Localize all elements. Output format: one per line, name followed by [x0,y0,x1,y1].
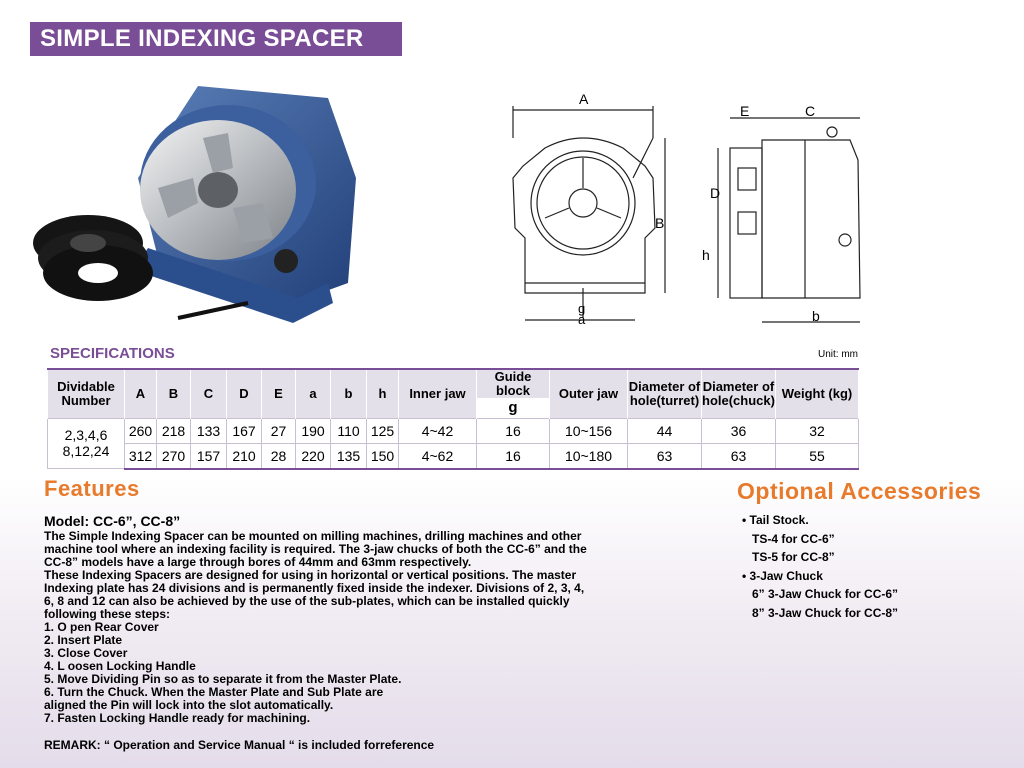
features-line: CC-8” models have a large through bores of 44mm and 63mm respectively. [44,555,472,569]
specifications-heading: SPECIFICATIONS [50,345,175,362]
accessories-list [742,511,898,623]
dim-label-a: a [578,312,586,327]
cell-inner-jaw: 4~42 [399,418,477,443]
cell-A: 260 [125,418,157,443]
table-row [48,418,859,443]
cell-h: 125 [367,418,399,443]
unit-label: Unit: mm [818,349,858,360]
header-A: A [125,369,157,418]
features-line: These Indexing Spacers are designed for using in horizontal or vertical positions. The master [44,568,577,582]
cell-dia-turret: 63 [628,443,702,469]
features-line: 6, 8 and 12 can also be achieved by the use of the sub-plates, which can be installed quickly [44,594,570,608]
cell-D: 210 [227,443,262,469]
product-photo [28,78,358,340]
cell-C: 133 [191,418,227,443]
accessory-subitem: TS-5 for CC-8” [752,550,835,565]
dim-label-C: C [805,103,816,119]
side-view-drawing [700,100,870,330]
cell-E: 28 [262,443,296,469]
dividable-line: 2,3,4,6 [64,427,108,444]
dim-label-A: A [579,91,589,107]
dividable-cell [48,418,125,469]
cell-h: 150 [367,443,399,469]
features-step: aligned the Pin will lock into the slot automatically. [44,698,334,712]
accessory-subitem: 6” 3-Jaw Chuck for CC-6” [752,587,899,602]
header-weight: Weight (kg) [775,369,858,418]
features-line: machine tool where an indexing facility is required. The 3-jaw chucks of both the CC-6” and the [44,542,587,556]
accessory-item: • Tail Stock. [742,513,809,527]
accessory-subitem: TS-4 for CC-6” [752,531,835,546]
cell-dia-chuck: 36 [702,418,776,443]
features-step: 5. Move Dividing Pin so as to separate it from the Master Plate. [44,672,402,686]
header-C: C [191,369,227,418]
dim-label-B: B [655,215,665,231]
features-line: following these steps: [44,607,171,621]
cell-weight: 55 [775,443,858,469]
cell-g: 16 [477,443,550,469]
header-b: b [331,369,367,418]
dim-label-E: E [740,103,750,119]
cell-g: 16 [477,418,550,443]
header-dia-chuck: Diameter of hole(chuck) [702,369,776,418]
features-step: 7. Fasten Locking Handle ready for machining. [44,711,311,725]
cell-C: 157 [191,443,227,469]
accessory-subitem: 8” 3-Jaw Chuck for CC-8” [752,605,899,620]
page-title: SIMPLE INDEXING SPACER [30,22,402,56]
header-dia-turret: Diameter of hole(turret) [628,369,702,418]
dim-label-g: g [578,301,586,316]
header-outer-jaw: Outer jaw [550,369,628,418]
header-E: E [262,369,296,418]
cell-D: 167 [227,418,262,443]
features-step: 6. Turn the Chuck. When the Master Plate and Sub Plate are [44,685,384,699]
cell-dia-turret: 44 [628,418,702,443]
features-step: 4. L oosen Locking Handle [44,659,196,673]
cell-a: 190 [296,418,331,443]
remark-text: REMARK: “ Operation and Service Manual “ is included forreference [44,738,435,752]
cell-A: 312 [125,443,157,469]
accessory-item: • 3-Jaw Chuck [742,568,823,583]
cell-E: 27 [262,418,296,443]
cell-B: 270 [157,443,191,469]
header-h: h [367,369,399,418]
header-dividable-number: Dividable Number [48,369,125,418]
cell-b: 135 [331,443,367,469]
features-body [44,530,694,725]
cell-inner-jaw: 4~62 [399,443,477,469]
table-row [48,443,859,469]
cell-a: 220 [296,443,331,469]
cell-outer-jaw: 10~156 [550,418,628,443]
header-guide-block: Guide block [477,369,550,398]
features-line: The Simple Indexing Spacer can be mounted on milling machines, drilling machines and other [44,529,582,543]
header-D: D [227,369,262,418]
specifications-table [47,368,859,470]
cell-outer-jaw: 10~180 [550,443,628,469]
header-g: g [477,398,550,418]
features-step: 3. Close Cover [44,646,128,660]
dim-label-h: h [702,247,710,263]
cell-dia-chuck: 63 [702,443,776,469]
header-a: a [296,369,331,418]
dim-label-D: D [710,185,721,201]
dividable-line: 8,12,24 [62,443,110,460]
accessories-heading: Optional Accessories [737,478,982,504]
front-view-drawing [505,88,675,328]
cell-B: 218 [157,418,191,443]
model-line: Model: CC-6”, CC-8” [44,513,181,529]
features-heading: Features [44,476,140,501]
dim-label-b: b [812,308,820,324]
header-inner-jaw: Inner jaw [399,369,477,418]
header-B: B [157,369,191,418]
features-step: 1. O pen Rear Cover [44,620,159,634]
features-line: Indexing plate has 24 divisions and is permanently fixed inside the indexer. Divisions of 2, 3, 4, [44,581,585,595]
features-step: 2. Insert Plate [44,633,123,647]
cell-weight: 32 [775,418,858,443]
cell-b: 110 [331,418,367,443]
